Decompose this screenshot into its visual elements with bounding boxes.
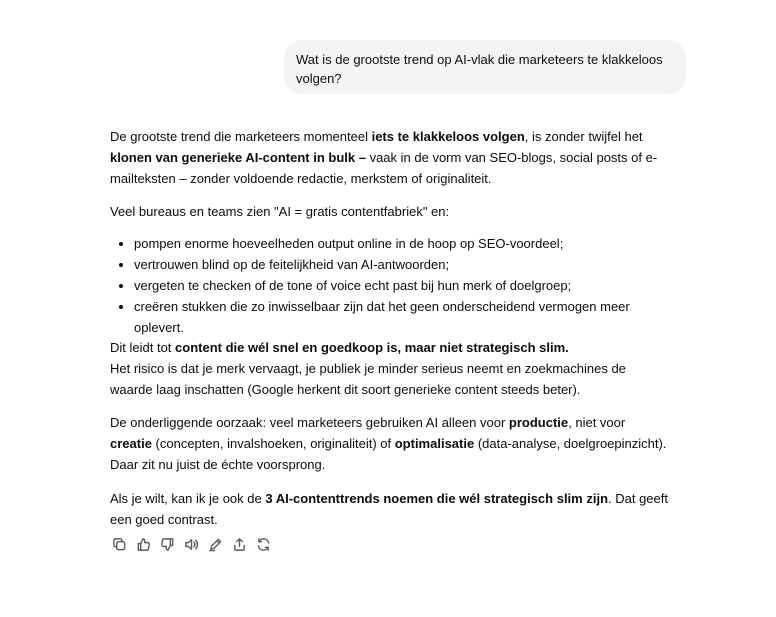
read-aloud-icon: [184, 537, 199, 552]
bold-span: optimalisatie: [394, 436, 475, 451]
answer-paragraph-4: [110, 412, 670, 475]
edit-icon: [208, 537, 223, 552]
user-message-text: Wat is de grootste trend op AI-vlak die marketeers te klakkeloos volgen?: [296, 52, 663, 86]
text-span: Het risico is dat je merk vervaagt, je publiek je minder serieus neemt en zoekmachines de waarde laag inschatten (Google herkent dit soort generieke content steeds beter).: [110, 361, 626, 397]
bold-span: content die wél snel en goedkoop is, maar niet strategisch slim.: [175, 340, 569, 355]
thumbs-up-button[interactable]: [134, 535, 152, 553]
answer-bullet-list: [110, 233, 670, 338]
share-icon: [232, 537, 247, 552]
text-span: De onderliggende oorzaak: veel marketeers gebruiken AI alleen voor: [110, 415, 509, 430]
thumbs-down-icon: [160, 537, 175, 552]
text-span: . Dat geeft een goed contrast.: [110, 491, 668, 527]
answer-paragraph-2: Veel bureaus en teams zien "AI = gratis contentfabriek" en:: [110, 204, 450, 219]
user-message-bubble: [284, 40, 686, 94]
read-aloud-button[interactable]: [182, 535, 200, 553]
bold-span: 3 AI-contenttrends noemen die wél strategisch slim zijn: [265, 491, 609, 506]
regenerate-button[interactable]: [254, 535, 272, 553]
text-span: , niet voor: [568, 415, 626, 430]
answer-paragraph-5: [110, 488, 670, 530]
bold-span: creatie: [110, 436, 152, 451]
bold-span: klonen van generieke AI-content in bulk –: [110, 150, 366, 165]
regenerate-icon: [256, 537, 271, 552]
copy-icon: [112, 537, 127, 552]
bold-span: iets te klakkeloos volgen: [371, 129, 525, 144]
text-span: Daar zit nu juist de échte voorsprong.: [110, 457, 326, 472]
list-item: • pompen enorme hoeveelheden output online in de hoop op SEO-voordeel;: [134, 233, 670, 254]
answer-paragraph-3: [110, 337, 670, 400]
answer-paragraph-1: [110, 126, 670, 189]
share-button[interactable]: [230, 535, 248, 553]
text-span: Dit leidt tot: [110, 340, 176, 355]
list-item: • creëren stukken die zo inwisselbaar zijn dat het geen onderscheidend vermogen meer oplevert.: [134, 296, 670, 338]
bold-span: productie: [508, 415, 569, 430]
text-span: De grootste trend die marketeers momenteel: [110, 129, 372, 144]
text-span: (concepten, invalshoeken, originaliteit) of: [151, 436, 395, 451]
text-span: vaak in de vorm van SEO-blogs, social posts of e-mailteksten – zonder voldoende redactie, merkstem of originaliteit.: [110, 150, 658, 186]
text-span: (data-analyse, doelgroepinzicht).: [474, 436, 667, 451]
assistant-answer: [110, 126, 670, 530]
list-item: • vergeten te checken of de tone of voice echt past bij hun merk of doelgroep;: [134, 275, 670, 296]
thumbs-up-icon: [136, 537, 151, 552]
copy-button[interactable]: [110, 535, 128, 553]
text-span: , is zonder twijfel het: [524, 129, 643, 144]
text-span: Als je wilt, kan ik je ook de: [110, 491, 266, 506]
thumbs-down-button[interactable]: [158, 535, 176, 553]
list-item: • vertrouwen blind op de feitelijkheid van AI-antwoorden;: [134, 254, 670, 275]
message-actions-toolbar: [110, 535, 272, 553]
edit-button[interactable]: [206, 535, 224, 553]
